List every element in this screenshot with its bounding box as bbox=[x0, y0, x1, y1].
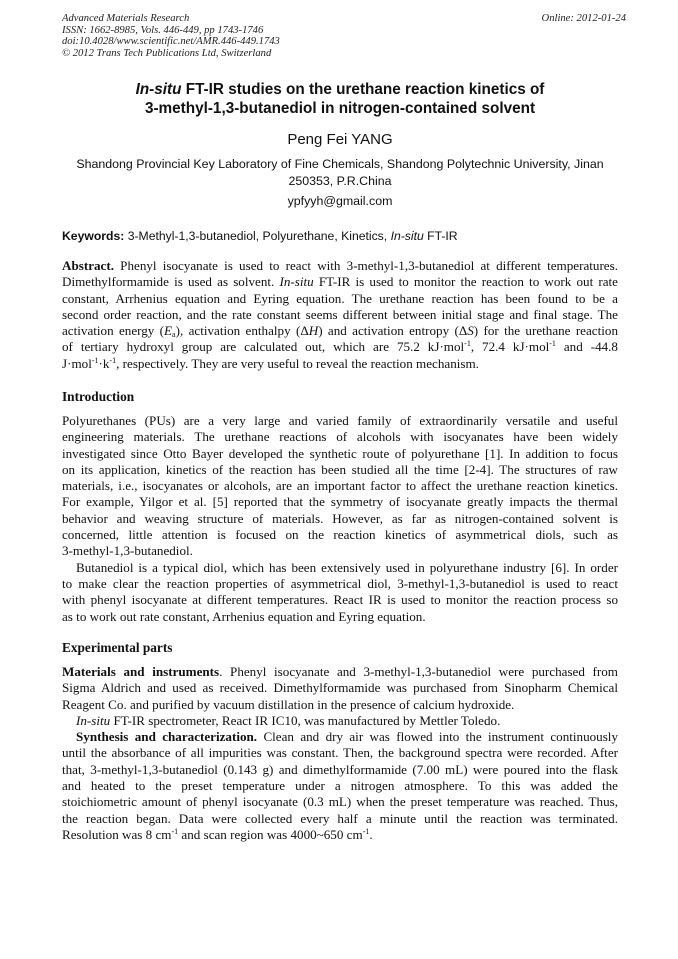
author-name: Peng Fei YANG bbox=[287, 131, 393, 148]
abstract-line: constant, Arrhenius equation and Eyring equation. The urethane reaction has been found to be a bbox=[62, 290, 618, 306]
superscript: -1 bbox=[91, 355, 99, 365]
paragraph-line: investigated since Otto Bayer developed the synthetic route of polyurethane [1]. In addition to focus bbox=[62, 445, 618, 461]
keywords bbox=[62, 229, 618, 243]
paragraph-line: the reaction began. Data were collected every half a minute until the reaction was terminated. bbox=[62, 810, 618, 826]
paragraph-line: For example, Yilgor et al. [5] reported that the symmetry of isocyanate greatly impacts the thermal bbox=[62, 494, 618, 510]
affiliation bbox=[62, 156, 618, 190]
abstract-line: second order reaction, and the rate constant seems different between initial stage and final stage. The bbox=[62, 306, 618, 322]
journal-header bbox=[62, 13, 280, 59]
superscript: -1 bbox=[109, 355, 117, 365]
online-date: Online: 2012-01-24 bbox=[541, 13, 626, 24]
paper-title bbox=[62, 80, 618, 118]
paragraph-line: on its application, kinetics of the reaction has been studied all the time [2-4]. The structures of raw bbox=[62, 461, 618, 477]
abstract-line: Phenyl isocyanate is used to react with 3-methyl-1,3-butanediol at different temperatures. bbox=[114, 258, 618, 273]
abstract-line: ) and activation entropy (Δ bbox=[318, 323, 468, 339]
superscript: -1 bbox=[549, 339, 556, 349]
paragraph-line: engineering materials. The urethane reactions of alcohols with isocyanates have been widely bbox=[62, 429, 618, 445]
paragraph-line: FT-IR spectrometer, React IR IC10, was manufactured by Mettler Toledo. bbox=[110, 712, 501, 728]
paragraph-line: . Phenyl isocyanate and 3-methyl-1,3-butanediol were purchased from bbox=[219, 664, 618, 679]
abstract-line: , 72.4 kJ·mol bbox=[470, 339, 550, 355]
author-email: ypfyyh@gmail.com bbox=[287, 194, 393, 208]
title-line1: FT-IR studies on the urethane reaction kinetics of bbox=[181, 81, 545, 98]
paragraph-line: behavior and weaving structure of materials. However, as far as nitrogen-contained solvent is bbox=[62, 510, 618, 526]
paragraph-line: Polyurethanes (PUs) are a very large and varied family of extraordinarily versatile and useful bbox=[62, 413, 618, 428]
synthesis-label: Synthesis and characterization. bbox=[76, 729, 258, 745]
keywords-tail: FT-IR bbox=[423, 229, 458, 243]
introduction-heading: Introduction bbox=[62, 389, 135, 404]
journal-name: Advanced Materials Research bbox=[62, 13, 190, 24]
abstract-italic: In-situ bbox=[279, 274, 314, 290]
materials-label: Materials and instruments bbox=[62, 664, 220, 679]
abstract-line: ), activation enthalpy (Δ bbox=[175, 323, 309, 339]
affiliation-line1: Shandong Provincial Key Laboratory of Fine Chemicals, Shandong Polytechnic University, Jinan bbox=[76, 157, 604, 171]
title-italic: In-situ bbox=[135, 81, 182, 98]
paragraph-line: Sigma Aldrich and used as received. Dimethylformamide was purchased from Sinopharm Chemical bbox=[62, 680, 618, 696]
paragraph-line: stoichiometric amount of phenyl isocyanate (0.3 mL) when the preset temperature was reached. Thus, bbox=[62, 794, 618, 810]
abstract-line: , respectively. They are very useful to reveal the reaction mechanism. bbox=[116, 355, 479, 371]
superscript: -1 bbox=[464, 339, 471, 349]
introduction-body bbox=[62, 413, 618, 625]
superscript: -1 bbox=[171, 826, 179, 836]
abstract-line: ·k bbox=[98, 355, 110, 371]
paragraph-line: as to work out rate constant, Arrhenius equation and Eyring equation. bbox=[62, 608, 426, 624]
experimental-heading: Experimental parts bbox=[62, 640, 173, 655]
paragraph-line: that, 3-methyl-1,3-butanediol (0.143 g) and dimethylformamide (7.00 mL) were poured into the flask bbox=[62, 761, 618, 777]
abstract-line: Dimethylformamide is used as solvent. bbox=[62, 274, 280, 290]
paragraph-line: to make clear the reaction properties of asymmetrical diol, 3-methyl-1,3-butanediol is used to react bbox=[62, 575, 618, 591]
abstract bbox=[62, 258, 618, 372]
abstract-line: and -44.8 bbox=[555, 339, 618, 355]
paragraph-line: concerned, little attention is focused on the reaction kinetics of asymmetrical diols, such as bbox=[62, 527, 618, 543]
instrument-italic: In-situ bbox=[76, 712, 111, 728]
affiliation-line2: 250353, P.R.China bbox=[288, 174, 392, 188]
paragraph-line: Butanediol is a typical diol, which has been extensively used in polyurethane industry [6]. In order bbox=[76, 559, 618, 575]
abstract-label: Abstract. bbox=[62, 258, 114, 273]
paragraph-line: and scan region was 4000~650 cm bbox=[178, 826, 363, 842]
keywords-label: Keywords: bbox=[62, 229, 125, 243]
abstract-line: J·mol bbox=[62, 355, 92, 371]
paragraph-line: materials, i.e., isocyanates or alcohols, are an important factor to affect the urethane reaction kinetics. bbox=[62, 478, 618, 494]
paragraph-line: Resolution was 8 cm bbox=[62, 826, 172, 842]
abstract-line: activation energy ( bbox=[62, 323, 165, 339]
paragraph-line: until the absorbance of all impurities was constant. Then, the background spectra were recorded. After bbox=[62, 745, 618, 761]
abstract-line: of tertiary hydroxyl group are calculated out, which are 75.2 kJ·mol bbox=[62, 339, 465, 355]
superscript: -1 bbox=[362, 826, 370, 836]
paragraph-line: with phenyl isocyanate at different temperatures. React IR is used to monitor the reaction process so bbox=[62, 592, 618, 608]
issn-line: ISSN: 1662-8985, Vols. 446-449, pp 1743-1746 bbox=[62, 24, 264, 36]
symbol-ea: E bbox=[164, 323, 173, 339]
abstract-line: FT-IR is used to monitor the reaction to work out rate bbox=[313, 274, 618, 290]
title-line2: 3-methyl-1,3-butanediol in nitrogen-contained solvent bbox=[144, 100, 536, 117]
copyright-line: © 2012 Trans Tech Publications Ltd, Switzerland bbox=[62, 47, 272, 59]
keywords-text: 3-Methyl-1,3-butanediol, Polyurethane, Kinetics, bbox=[124, 229, 391, 243]
paragraph-line: Reagent Co. and purified by vacuum distillation in the presence of calcium hydroxide. bbox=[62, 696, 515, 712]
abstract-line: ) for the urethane reaction bbox=[473, 323, 618, 339]
keywords-italic: In-situ bbox=[390, 229, 424, 243]
paragraph-line: Clean and dry air was flowed into the instrument continuously bbox=[257, 729, 618, 745]
paragraph-line: and heated to the preset temperature under a nitrogen atmosphere. To this was added the bbox=[62, 778, 618, 794]
experimental-body bbox=[62, 664, 618, 843]
paragraph-line: . bbox=[369, 826, 373, 842]
symbol-s: S bbox=[467, 323, 474, 339]
doi-line: doi:10.4028/www.scientific.net/AMR.446-449.1743 bbox=[62, 36, 280, 47]
symbol-h: H bbox=[308, 323, 319, 339]
paragraph-line: 3-methyl-1,3-butanediol. bbox=[62, 543, 193, 559]
symbol-ea-sub: a bbox=[172, 330, 176, 340]
